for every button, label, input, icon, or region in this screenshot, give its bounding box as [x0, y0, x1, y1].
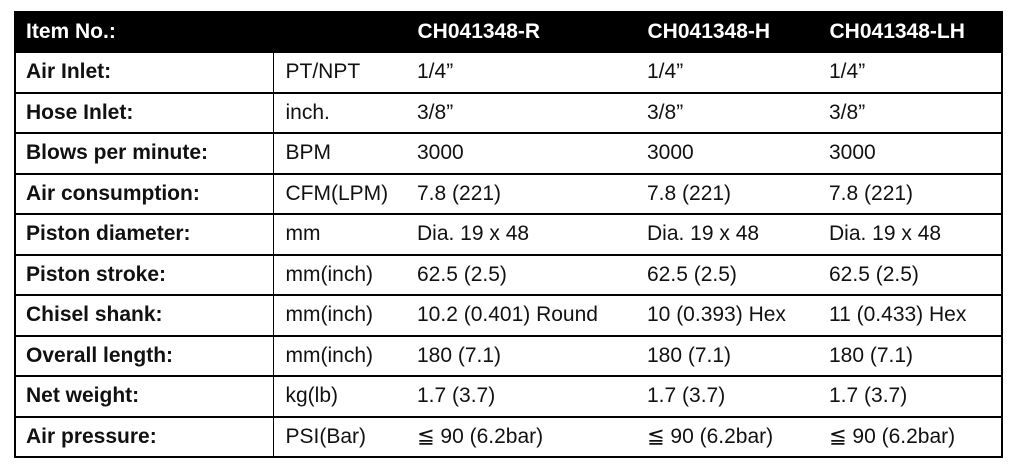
table-row-blows-per-minute	[15, 133, 1002, 174]
row-unit: PT/NPT	[273, 52, 409, 93]
value-cell-r: 7.8 (221)	[409, 174, 639, 215]
value-cell-lh: 3000	[821, 133, 1002, 174]
value-cell-lh: 180 (7.1)	[821, 336, 1002, 377]
value-cell-r: 1.7 (3.7)	[409, 376, 639, 417]
row-unit: inch.	[273, 93, 409, 134]
value-cell-r: 1/4”	[409, 52, 639, 93]
value-cell-h: 62.5 (2.5)	[639, 255, 821, 296]
value-cell-lh: 3/8”	[821, 93, 1002, 134]
header-row	[15, 12, 1002, 52]
value-cell-r: 180 (7.1)	[409, 336, 639, 377]
row-label: Net weight:	[15, 376, 273, 417]
value-cell-lh: Dia. 19 x 48	[821, 214, 1002, 255]
row-label: Piston stroke:	[15, 255, 273, 296]
spec-table-body	[15, 52, 1002, 457]
table-row-net-weight	[15, 376, 1002, 417]
value-cell-h: 3000	[639, 133, 821, 174]
value-cell-r: 3/8”	[409, 93, 639, 134]
spec-table	[14, 11, 1003, 458]
value-cell-lh: ≦ 90 (6.2bar)	[821, 417, 1002, 458]
row-unit: mm(inch)	[273, 336, 409, 377]
table-row-air-pressure	[15, 417, 1002, 458]
value-cell-r: Dia. 19 x 48	[409, 214, 639, 255]
value-cell-r: 62.5 (2.5)	[409, 255, 639, 296]
value-cell-h: 1/4”	[639, 52, 821, 93]
value-cell-h: 7.8 (221)	[639, 174, 821, 215]
row-unit: kg(lb)	[273, 376, 409, 417]
value-cell-lh: 1.7 (3.7)	[821, 376, 1002, 417]
value-cell-h: 10 (0.393) Hex	[639, 295, 821, 336]
table-row-hose-inlet	[15, 93, 1002, 134]
model-header-lh: CH041348-LH	[821, 12, 1002, 52]
value-cell-h: ≦ 90 (6.2bar)	[639, 417, 821, 458]
item-no-header: Item No.:	[15, 12, 273, 52]
table-row-air-inlet	[15, 52, 1002, 93]
spec-table-header	[15, 12, 1002, 52]
row-label: Air pressure:	[15, 417, 273, 458]
value-cell-lh: 62.5 (2.5)	[821, 255, 1002, 296]
unit-header	[273, 12, 409, 52]
row-unit: CFM(LPM)	[273, 174, 409, 215]
value-cell-lh: 7.8 (221)	[821, 174, 1002, 215]
model-header-h: CH041348-H	[639, 12, 821, 52]
model-header-r: CH041348-R	[409, 12, 639, 52]
value-cell-h: Dia. 19 x 48	[639, 214, 821, 255]
table-row-piston-diameter	[15, 214, 1002, 255]
row-label: Chisel shank:	[15, 295, 273, 336]
row-label: Hose Inlet:	[15, 93, 273, 134]
row-unit: mm	[273, 214, 409, 255]
value-cell-r: 3000	[409, 133, 639, 174]
value-cell-lh: 11 (0.433) Hex	[821, 295, 1002, 336]
row-label: Overall length:	[15, 336, 273, 377]
table-row-piston-stroke	[15, 255, 1002, 296]
row-unit: mm(inch)	[273, 295, 409, 336]
row-label: Air consumption:	[15, 174, 273, 215]
value-cell-h: 3/8”	[639, 93, 821, 134]
table-row-chisel-shank	[15, 295, 1002, 336]
table-row-air-consumption	[15, 174, 1002, 215]
value-cell-r: 10.2 (0.401) Round	[409, 295, 639, 336]
row-unit: PSI(Bar)	[273, 417, 409, 458]
value-cell-lh: 1/4”	[821, 52, 1002, 93]
row-label: Piston diameter:	[15, 214, 273, 255]
value-cell-h: 180 (7.1)	[639, 336, 821, 377]
row-label: Air Inlet:	[15, 52, 273, 93]
value-cell-h: 1.7 (3.7)	[639, 376, 821, 417]
row-unit: BPM	[273, 133, 409, 174]
value-cell-r: ≦ 90 (6.2bar)	[409, 417, 639, 458]
row-label: Blows per minute:	[15, 133, 273, 174]
table-row-overall-length	[15, 336, 1002, 377]
row-unit: mm(inch)	[273, 255, 409, 296]
